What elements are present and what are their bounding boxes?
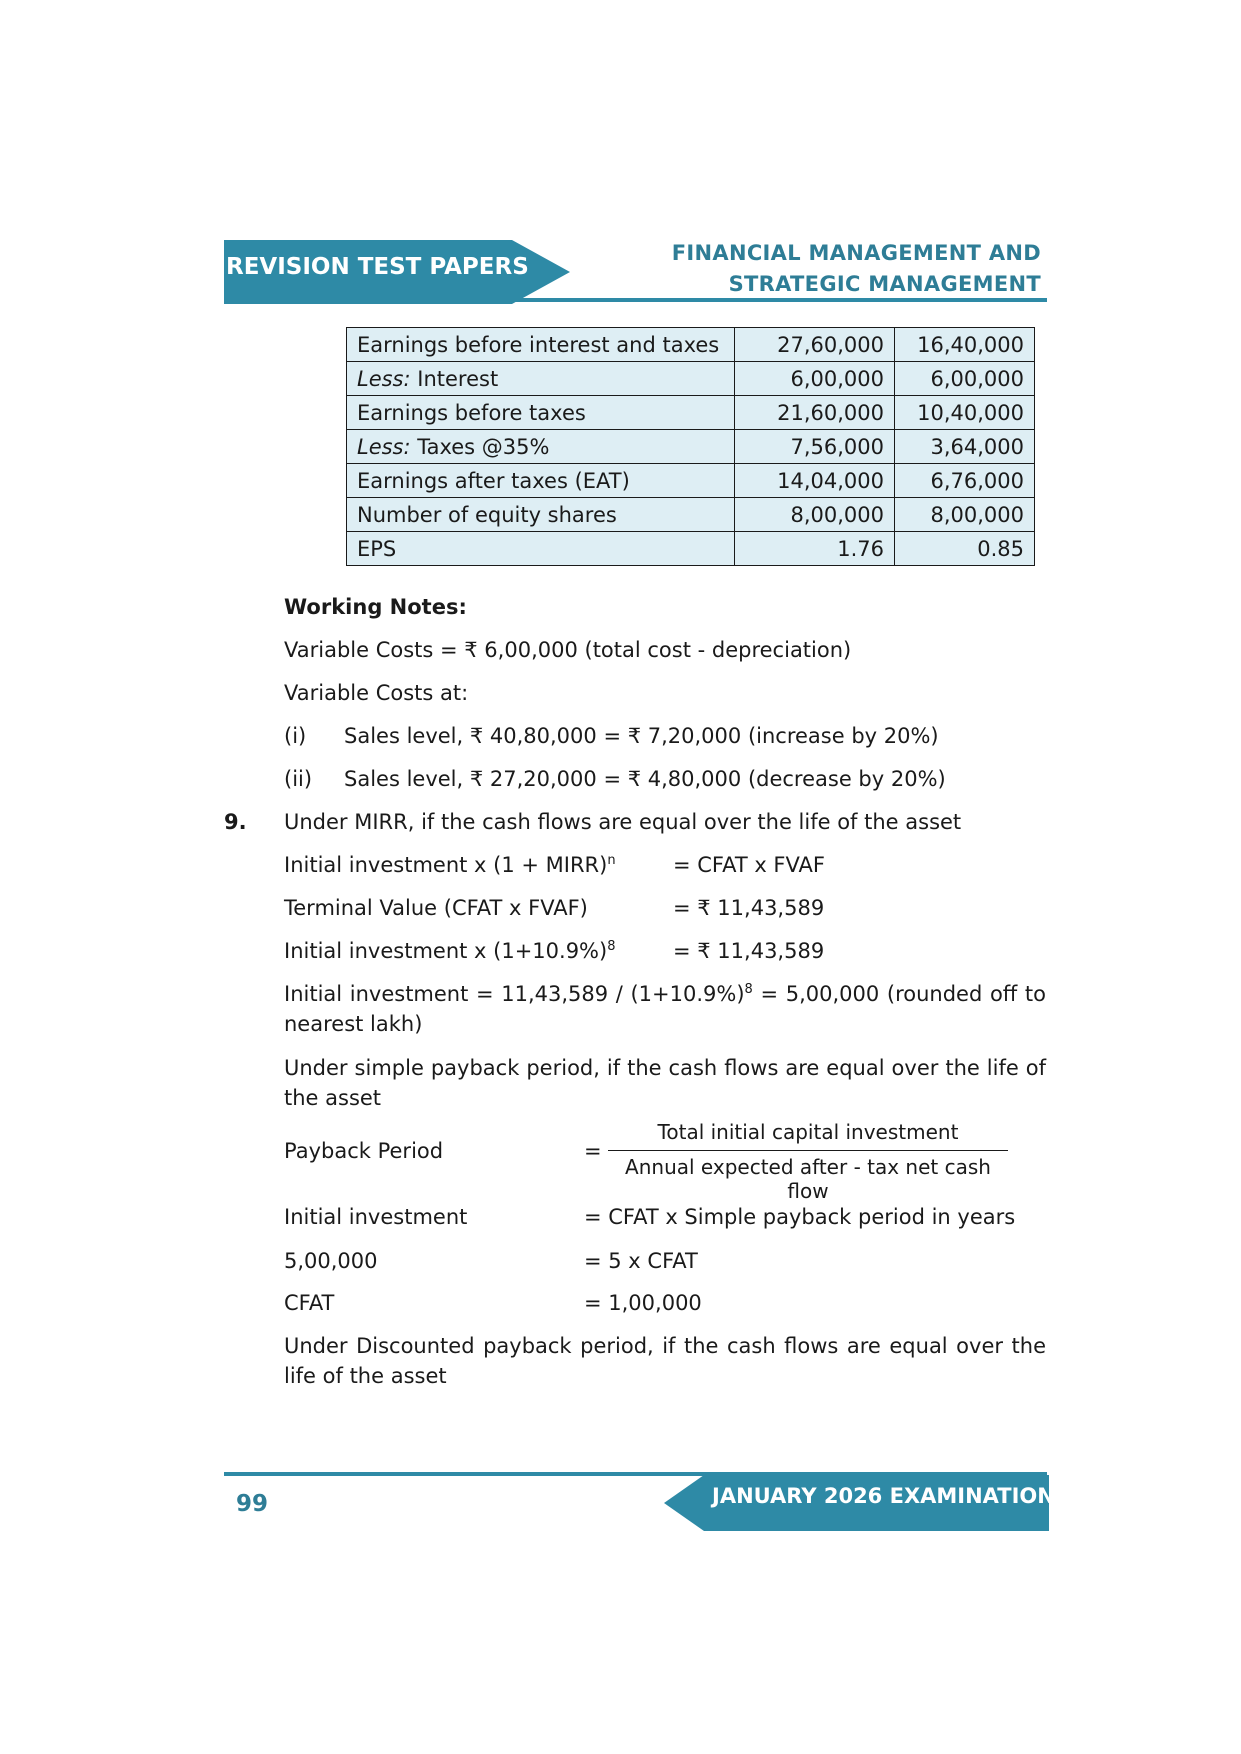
fraction-denominator: Annual expected after - tax net cash flow <box>625 1155 991 1203</box>
question-number: 9. <box>224 810 247 834</box>
variable-costs-text: Variable Costs = ₹ 6,00,000 (total cost - depreciation) <box>284 638 852 662</box>
table-cell-value: 6,00,000 <box>735 362 895 396</box>
table-cell-value: 16,40,000 <box>895 328 1035 362</box>
list-marker: (i) <box>284 724 307 748</box>
table-cell-value: 1.76 <box>735 532 895 566</box>
equation-left: 5,00,000 <box>284 1249 378 1273</box>
table-cell-label: Less: Interest <box>347 362 735 396</box>
header-title-line1: FINANCIAL MANAGEMENT AND <box>671 241 1041 265</box>
equation-left: Initial investment x $(1+10.9\%)^8$ <box>284 939 616 963</box>
table-row <box>347 362 1035 396</box>
page-number: 99 <box>236 1491 269 1517</box>
table-cell-label: Less: Taxes @35% <box>347 430 735 464</box>
table-cell-value: 6,00,000 <box>895 362 1035 396</box>
header-title-line2: STRATEGIC MANAGEMENT <box>728 272 1041 296</box>
table-cell-value: 10,40,000 <box>895 396 1035 430</box>
table-row <box>347 532 1035 566</box>
table-row <box>347 498 1035 532</box>
header-label: REVISION TEST PAPERS <box>226 254 529 280</box>
table-cell-label: Earnings after taxes (EAT) <box>347 464 735 498</box>
payback-fraction <box>608 1120 1008 1203</box>
discounted-payback-intro: Under Discounted payback period, if the cash flows are equal over the life of the asset <box>284 1334 1046 1388</box>
table-row <box>347 464 1035 498</box>
earnings-table <box>346 327 1035 566</box>
table-row <box>347 328 1035 362</box>
table-cell-label: Earnings before taxes <box>347 396 735 430</box>
footer-exam-label: JANUARY 2026 EXAMINATION <box>712 1484 1055 1508</box>
table-cell-value: 14,04,000 <box>735 464 895 498</box>
table-cell-value: 7,56,000 <box>735 430 895 464</box>
equation-right: = ₹ 11,43,589 <box>673 896 825 920</box>
table-cell-label: Earnings before interest and taxes <box>347 328 735 362</box>
payback-period-label: Payback Period <box>284 1139 444 1163</box>
equation-right: = CFAT x Simple payback period in years <box>584 1205 1016 1229</box>
working-notes-heading: Working Notes: <box>284 595 467 619</box>
table-row <box>347 396 1035 430</box>
header-title <box>672 238 1041 300</box>
equation-left: CFAT <box>284 1291 335 1315</box>
table-cell-label: Number of equity shares <box>347 498 735 532</box>
table-cell-value: 3,64,000 <box>895 430 1035 464</box>
variable-costs-at-text: Variable Costs at: <box>284 681 469 705</box>
list-item: Sales level, ₹ 27,20,000 = ₹ 4,80,000 (decrease by 20%) <box>344 767 946 791</box>
table-cell-value: 0.85 <box>895 532 1035 566</box>
equation-left: Terminal Value (CFAT x FVAF) <box>284 896 588 920</box>
payback-equals: = <box>584 1139 602 1163</box>
equation-right: = CFAT x FVAF <box>673 853 825 877</box>
simple-payback-intro: Under simple payback period, if the cash flows are equal over the life of the asset <box>284 1056 1046 1110</box>
equation-left: Initial investment <box>284 1205 468 1229</box>
table-cell-value: 27,60,000 <box>735 328 895 362</box>
equation-right: = 5 x CFAT <box>584 1249 698 1273</box>
initial-investment-paragraph: Initial investment = $11,43,589 / (1+10.9\%)^8 = 5,00,000$ (rounded off to nearest lakh) <box>284 982 1046 1036</box>
list-marker: (ii) <box>284 767 313 791</box>
mirr-intro: Under MIRR, if the cash flows are equal over the life of the asset <box>284 810 962 834</box>
fraction-numerator: Total initial capital investment <box>608 1120 1008 1151</box>
table-cell-value: 8,00,000 <box>895 498 1035 532</box>
table-cell-value: 8,00,000 <box>735 498 895 532</box>
table-cell-label: EPS <box>347 532 735 566</box>
table-cell-value: 21,60,000 <box>735 396 895 430</box>
equation-right: = 1,00,000 <box>584 1291 702 1315</box>
table-row <box>347 430 1035 464</box>
equation-left: Initial investment x (1 + MIRR)$^n$ <box>284 853 616 877</box>
table-cell-value: 6,76,000 <box>895 464 1035 498</box>
list-item: Sales level, ₹ 40,80,000 = ₹ 7,20,000 (increase by 20%) <box>344 724 939 748</box>
equation-right: = ₹ 11,43,589 <box>673 939 825 963</box>
header-rule <box>224 298 1047 302</box>
